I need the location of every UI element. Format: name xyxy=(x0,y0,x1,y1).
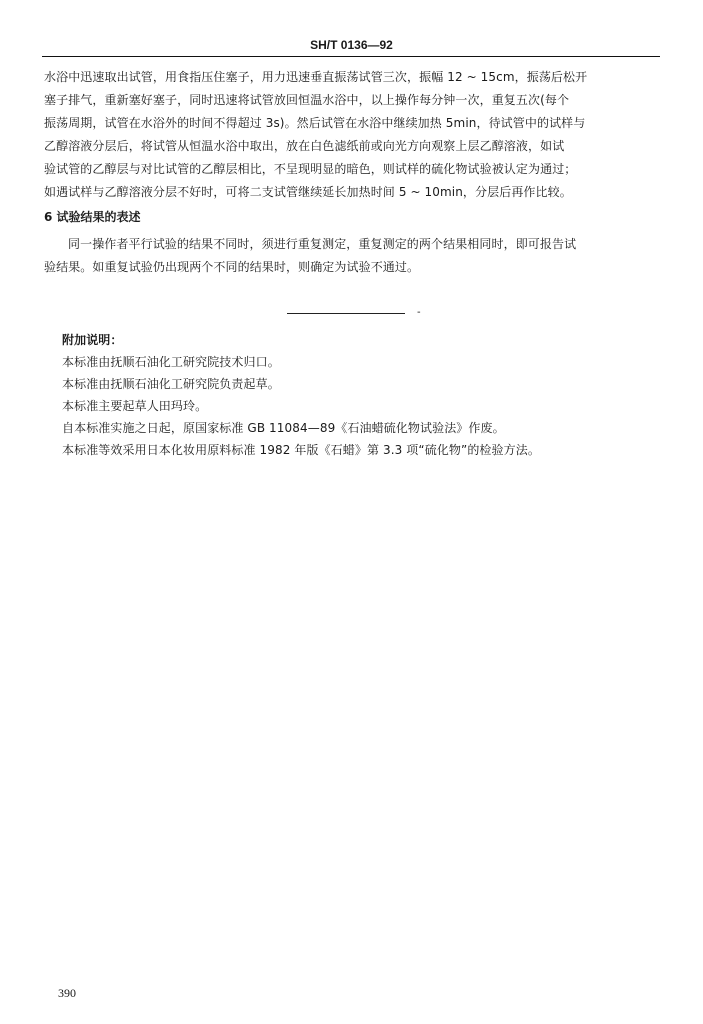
header-rule xyxy=(42,56,660,57)
section-paragraph xyxy=(44,233,662,279)
page-number: 390 xyxy=(58,986,76,1000)
notes-title: 附加说明： xyxy=(62,333,123,347)
note-item: 本标准由抚顺石油化工研究院负责起草。 xyxy=(62,377,280,391)
body-line: 如遇试样与乙醇溶液分层不好时，可将二支试管继续延长加热时间 5 ~ 10min，分层后再作比较。 xyxy=(44,185,572,199)
section-heading: 6 试验结果的表述 xyxy=(44,210,141,224)
divider-mark: - xyxy=(417,307,421,318)
note-item: 自本标准实施之日起，原国家标准 GB 11084—89《石油蜡硫化物试验法》作废。 xyxy=(62,421,505,435)
additional-notes xyxy=(62,329,662,461)
body-line: 乙醇溶液分层后，将试管从恒温水浴中取出，放在白色滤纸前或向光方向观察上层乙醇溶液，如试 xyxy=(44,139,565,153)
note-item: 本标准由抚顺石油化工研究院技术归口。 xyxy=(62,355,280,369)
section-line: 同一操作者平行试验的结果不同时，须进行重复测定，重复测定的两个结果相同时，即可报告试 xyxy=(68,237,577,251)
body-line: 水浴中迅速取出试管，用食指压住塞子，用力迅速垂直振荡试管三次，振幅 12 ~ 15cm，振荡后松开 xyxy=(44,70,588,84)
section-line: 验结果。如重复试验仍出现两个不同的结果时，则确定为试验不通过。 xyxy=(44,260,420,274)
body-line: 振荡周期，试管在水浴外的时间不得超过 3s)。然后试管在水浴中继续加热 5min，待试管中的试样与 xyxy=(44,116,586,130)
note-item: 本标准主要起草人田玛玲。 xyxy=(62,399,208,413)
body-line: 塞子排气，重新塞好塞子，同时迅速将试管放回恒温水浴中，以上操作每分钟一次，重复五次(每个 xyxy=(44,93,570,107)
note-item: 本标准等效采用日本化妆用原料标准 1982 年版《石蜡》第 3.3 项“硫化物”的检验方法。 xyxy=(62,443,540,457)
end-divider xyxy=(287,313,405,314)
body-paragraph xyxy=(44,66,662,204)
body-line: 验试管的乙醇层与对比试管的乙醇层相比，不呈现明显的暗色，则试样的硫化物试验被认定为通过； xyxy=(44,162,577,176)
standard-code-header: SH/T 0136—92 xyxy=(310,38,393,52)
